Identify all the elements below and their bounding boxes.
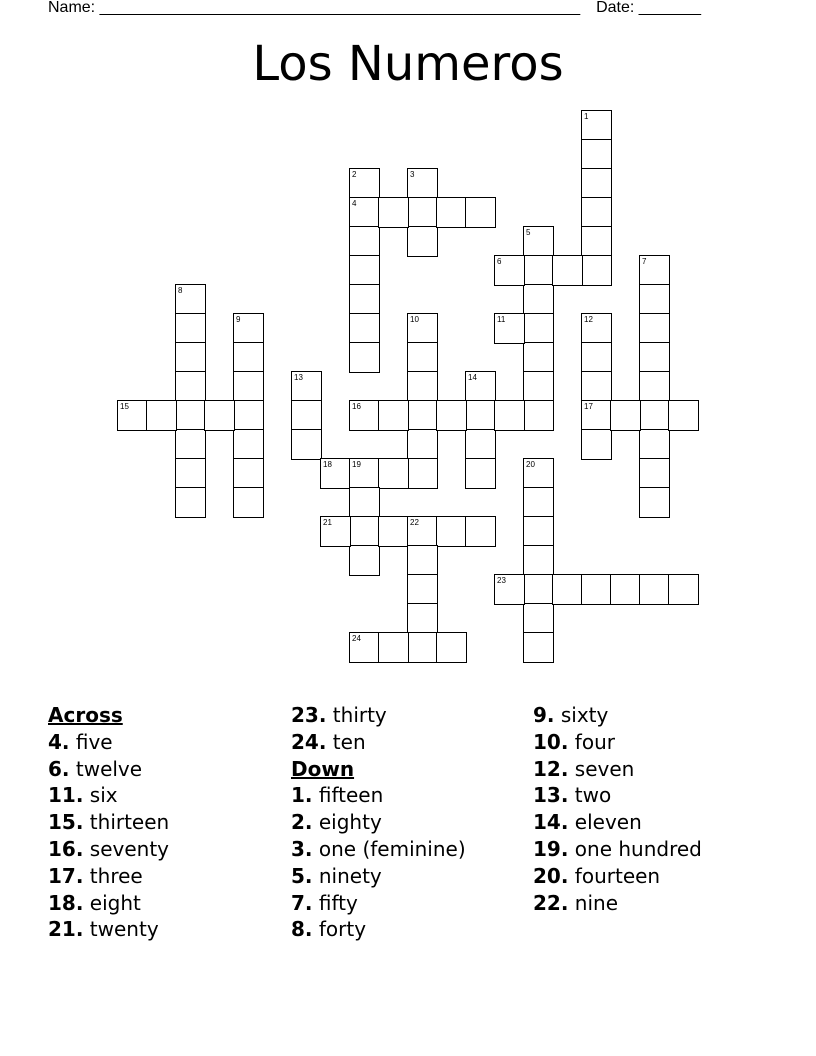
grid-cell[interactable] <box>494 574 525 605</box>
clue-number: 17 <box>584 402 593 411</box>
clue-item <box>291 702 531 729</box>
name-date-line <box>48 0 748 17</box>
grid-cell[interactable] <box>407 603 438 634</box>
clue-item <box>533 836 773 863</box>
clue-item-number: 13. <box>533 783 569 808</box>
clue-number: 2 <box>352 170 357 179</box>
grid-cell[interactable] <box>639 371 670 402</box>
clue-item-number: 19. <box>533 836 569 861</box>
clue-item-text: seventy <box>83 836 170 861</box>
clue-item-text: seven <box>568 756 635 781</box>
clue-item-text: forty <box>312 917 367 942</box>
grid-cell[interactable] <box>233 313 264 344</box>
grid-cell[interactable] <box>465 516 496 547</box>
clue-item-text: thirty <box>326 703 387 727</box>
clue-item <box>533 756 773 783</box>
clue-item-number: 9. <box>533 703 555 727</box>
grid-cell[interactable] <box>349 197 380 228</box>
clue-item-text: fourteen <box>568 863 661 888</box>
clue-column-2 <box>291 702 531 943</box>
clue-column-1 <box>48 702 288 943</box>
clue-number: 20 <box>526 460 535 469</box>
clue-item-text: ten <box>326 729 366 754</box>
clue-heading: Down <box>291 756 355 781</box>
grid-cell[interactable] <box>436 516 467 547</box>
grid-cell[interactable] <box>146 400 177 431</box>
grid-cell[interactable] <box>349 516 380 547</box>
clue-item <box>48 863 288 890</box>
grid-cell[interactable] <box>175 284 206 315</box>
clue-item-number: 12. <box>533 756 569 781</box>
clue-item <box>291 782 531 809</box>
clue-item-text: two <box>568 783 612 808</box>
clue-item-number: 24. <box>291 729 327 754</box>
clue-number: 1 <box>584 112 589 121</box>
grid-cell[interactable] <box>494 400 525 431</box>
clue-item-number: 10. <box>533 729 569 754</box>
clue-item-text: four <box>568 729 615 754</box>
clue-item <box>291 729 531 756</box>
grid-cell[interactable] <box>610 574 641 605</box>
grid-cell[interactable] <box>378 516 409 547</box>
clue-number: 8 <box>178 286 183 295</box>
clue-item <box>48 836 288 863</box>
grid-cell[interactable] <box>436 400 467 431</box>
grid-cell[interactable] <box>233 342 264 373</box>
grid-cell[interactable] <box>639 313 670 344</box>
clue-item-number: 21. <box>48 917 84 942</box>
grid-cell[interactable] <box>523 487 554 518</box>
grid-cell[interactable] <box>320 516 351 547</box>
grid-cell[interactable] <box>349 313 380 344</box>
clue-column-3 <box>533 702 773 916</box>
grid-cell[interactable] <box>291 400 322 431</box>
grid-cell[interactable] <box>117 400 148 431</box>
grid-cell[interactable] <box>494 255 525 286</box>
grid-cell[interactable] <box>407 458 438 489</box>
clue-number: 4 <box>352 199 357 208</box>
grid-cell[interactable] <box>639 458 670 489</box>
grid-cell[interactable] <box>407 429 438 460</box>
clue-number: 7 <box>642 257 647 266</box>
clue-number: 12 <box>584 315 593 324</box>
clue-item-number: 4. <box>48 729 70 754</box>
grid-cell[interactable] <box>233 487 264 518</box>
clue-item-text: eighty <box>312 810 382 835</box>
grid-cell[interactable] <box>349 400 380 431</box>
clue-number: 22 <box>410 518 419 527</box>
date-label: Date: <box>596 0 639 16</box>
clue-item-text: fifty <box>312 890 358 915</box>
grid-cell[interactable] <box>378 458 409 489</box>
clue-item-number: 11. <box>48 783 84 808</box>
clue-item-number: 8. <box>291 917 313 942</box>
grid-cell[interactable] <box>639 487 670 518</box>
grid-cell[interactable] <box>291 429 322 460</box>
grid-cell[interactable] <box>523 603 554 634</box>
grid-cell[interactable] <box>349 545 380 576</box>
clue-item <box>533 809 773 836</box>
grid-cell[interactable] <box>494 313 525 344</box>
clue-item-number: 16. <box>48 836 84 861</box>
clue-number: 11 <box>497 315 506 324</box>
grid-cell[interactable] <box>465 458 496 489</box>
clue-item-text: one (feminine) <box>312 836 466 861</box>
clue-number: 19 <box>352 460 361 469</box>
grid-cell[interactable] <box>639 342 670 373</box>
grid-cell[interactable] <box>523 255 554 286</box>
grid-cell[interactable] <box>349 284 380 315</box>
grid-cell[interactable] <box>349 226 380 257</box>
date-blank[interactable]: _______ <box>638 0 702 16</box>
grid-cell[interactable] <box>175 400 206 431</box>
clue-item <box>48 756 288 783</box>
grid-cell[interactable] <box>523 632 554 663</box>
clue-item <box>48 916 288 943</box>
clue-item-number: 15. <box>48 810 84 835</box>
clue-number: 21 <box>323 518 332 527</box>
grid-cell[interactable] <box>407 516 438 547</box>
clue-item-number: 2. <box>291 810 313 835</box>
grid-cell[interactable] <box>639 255 670 286</box>
clue-item <box>533 729 773 756</box>
grid-cell[interactable] <box>668 574 699 605</box>
grid-cell[interactable] <box>349 487 380 518</box>
grid-cell[interactable] <box>407 168 438 199</box>
name-blank[interactable]: ______________________________________________________ <box>99 0 581 16</box>
clue-item-text: fifteen <box>312 783 384 808</box>
clue-item-text: nine <box>568 890 619 915</box>
clue-heading: Across <box>48 703 123 727</box>
grid-cell[interactable] <box>349 342 380 373</box>
clue-item-text: five <box>69 729 113 754</box>
clue-item-number: 6. <box>48 756 70 781</box>
grid-cell[interactable] <box>581 226 612 257</box>
grid-cell[interactable] <box>465 371 496 402</box>
grid-cell[interactable] <box>668 400 699 431</box>
clue-item <box>533 782 773 809</box>
grid-cell[interactable] <box>523 574 554 605</box>
clue-item-number: 23. <box>291 703 327 727</box>
clue-item-number: 14. <box>533 810 569 835</box>
clue-item-text: twelve <box>69 756 143 781</box>
grid-cell[interactable] <box>523 545 554 576</box>
grid-cell[interactable] <box>581 574 612 605</box>
grid-cell[interactable] <box>175 429 206 460</box>
clue-number: 10 <box>410 315 419 324</box>
clue-number: 16 <box>352 402 361 411</box>
grid-cell[interactable] <box>233 400 264 431</box>
clue-item-text: twenty <box>83 917 159 942</box>
grid-cell[interactable] <box>465 400 496 431</box>
clue-number: 9 <box>236 315 241 324</box>
clue-number: 24 <box>352 634 361 643</box>
clue-item-text: thirteen <box>83 810 170 835</box>
clue-item-number: 22. <box>533 890 569 915</box>
page-title: Los Numeros <box>252 36 564 92</box>
clue-item-text: eight <box>83 890 141 915</box>
grid-cell[interactable] <box>581 429 612 460</box>
grid-cell[interactable] <box>175 458 206 489</box>
clue-item <box>48 782 288 809</box>
clue-item-text: three <box>83 863 143 888</box>
grid-cell[interactable] <box>581 110 612 141</box>
clue-item-text: one hundred <box>568 836 702 861</box>
grid-cell[interactable] <box>581 342 612 373</box>
clue-item-text: ninety <box>312 863 382 888</box>
clue-item-text: six <box>83 783 118 808</box>
clue-item-number: 3. <box>291 836 313 861</box>
grid-cell[interactable] <box>639 429 670 460</box>
clue-item <box>291 916 531 943</box>
grid-cell[interactable] <box>581 139 612 170</box>
clue-item <box>48 729 288 756</box>
clue-item-number: 20. <box>533 863 569 888</box>
grid-cell[interactable] <box>407 226 438 257</box>
grid-cell[interactable] <box>552 255 583 286</box>
clue-item <box>291 809 531 836</box>
grid-cell[interactable] <box>581 371 612 402</box>
grid-cell[interactable] <box>407 197 438 228</box>
grid-cell[interactable] <box>407 400 438 431</box>
clue-item-number: 1. <box>291 783 313 808</box>
grid-cell[interactable] <box>407 371 438 402</box>
clue-item-text: eleven <box>568 810 642 835</box>
grid-cell[interactable] <box>349 458 380 489</box>
grid-cell[interactable] <box>407 632 438 663</box>
grid-cell[interactable] <box>204 400 235 431</box>
clue-number: 18 <box>323 460 332 469</box>
grid-cell[interactable] <box>349 632 380 663</box>
grid-cell[interactable] <box>175 371 206 402</box>
grid-cell[interactable] <box>436 197 467 228</box>
clue-number: 14 <box>468 373 477 382</box>
clue-number: 6 <box>497 257 502 266</box>
grid-cell[interactable] <box>378 632 409 663</box>
grid-cell[interactable] <box>233 429 264 460</box>
clue-item <box>533 890 773 917</box>
grid-cell[interactable] <box>581 313 612 344</box>
grid-cell[interactable] <box>523 371 554 402</box>
clue-number: 15 <box>120 402 129 411</box>
grid-cell[interactable] <box>349 168 380 199</box>
grid-cell[interactable] <box>378 400 409 431</box>
clue-list <box>48 702 768 962</box>
clue-item-text: sixty <box>554 703 609 727</box>
grid-cell[interactable] <box>552 574 583 605</box>
grid-cell[interactable] <box>378 197 409 228</box>
clue-item-number: 7. <box>291 890 313 915</box>
grid-cell[interactable] <box>349 255 380 286</box>
grid-cell[interactable] <box>639 574 670 605</box>
grid-cell[interactable] <box>465 197 496 228</box>
grid-cell[interactable] <box>610 400 641 431</box>
grid-cell[interactable] <box>407 342 438 373</box>
grid-cell[interactable] <box>320 458 351 489</box>
clue-number: 23 <box>497 576 506 585</box>
grid-cell[interactable] <box>523 226 554 257</box>
grid-cell[interactable] <box>523 458 554 489</box>
clue-item <box>48 890 288 917</box>
clue-item <box>291 863 531 890</box>
grid-cell[interactable] <box>233 458 264 489</box>
grid-cell[interactable] <box>291 371 322 402</box>
grid-cell[interactable] <box>407 574 438 605</box>
grid-cell[interactable] <box>436 632 467 663</box>
grid-cell[interactable] <box>175 487 206 518</box>
grid-cell[interactable] <box>581 197 612 228</box>
clue-item-number: 17. <box>48 863 84 888</box>
grid-cell[interactable] <box>233 371 264 402</box>
grid-cell[interactable] <box>523 516 554 547</box>
grid-cell[interactable] <box>581 400 612 431</box>
clue-item <box>291 836 531 863</box>
clue-number: 5 <box>526 228 531 237</box>
grid-cell[interactable] <box>581 168 612 199</box>
name-label: Name: <box>48 0 100 16</box>
clue-number: 3 <box>410 170 415 179</box>
grid-cell[interactable] <box>175 342 206 373</box>
grid-cell[interactable] <box>523 284 554 315</box>
grid-cell[interactable] <box>639 284 670 315</box>
grid-cell[interactable] <box>175 313 206 344</box>
clue-item <box>48 809 288 836</box>
grid-cell[interactable] <box>523 400 554 431</box>
grid-cell[interactable] <box>639 400 670 431</box>
clue-item-number: 18. <box>48 890 84 915</box>
grid-cell[interactable] <box>465 429 496 460</box>
grid-cell[interactable] <box>581 255 612 286</box>
clue-item <box>291 890 531 917</box>
grid-cell[interactable] <box>523 313 554 344</box>
clue-item <box>533 863 773 890</box>
grid-cell[interactable] <box>407 545 438 576</box>
grid-cell[interactable] <box>523 342 554 373</box>
clue-item-number: 5. <box>291 863 313 888</box>
clue-number: 13 <box>294 373 303 382</box>
clue-item <box>533 702 773 729</box>
grid-cell[interactable] <box>407 313 438 344</box>
